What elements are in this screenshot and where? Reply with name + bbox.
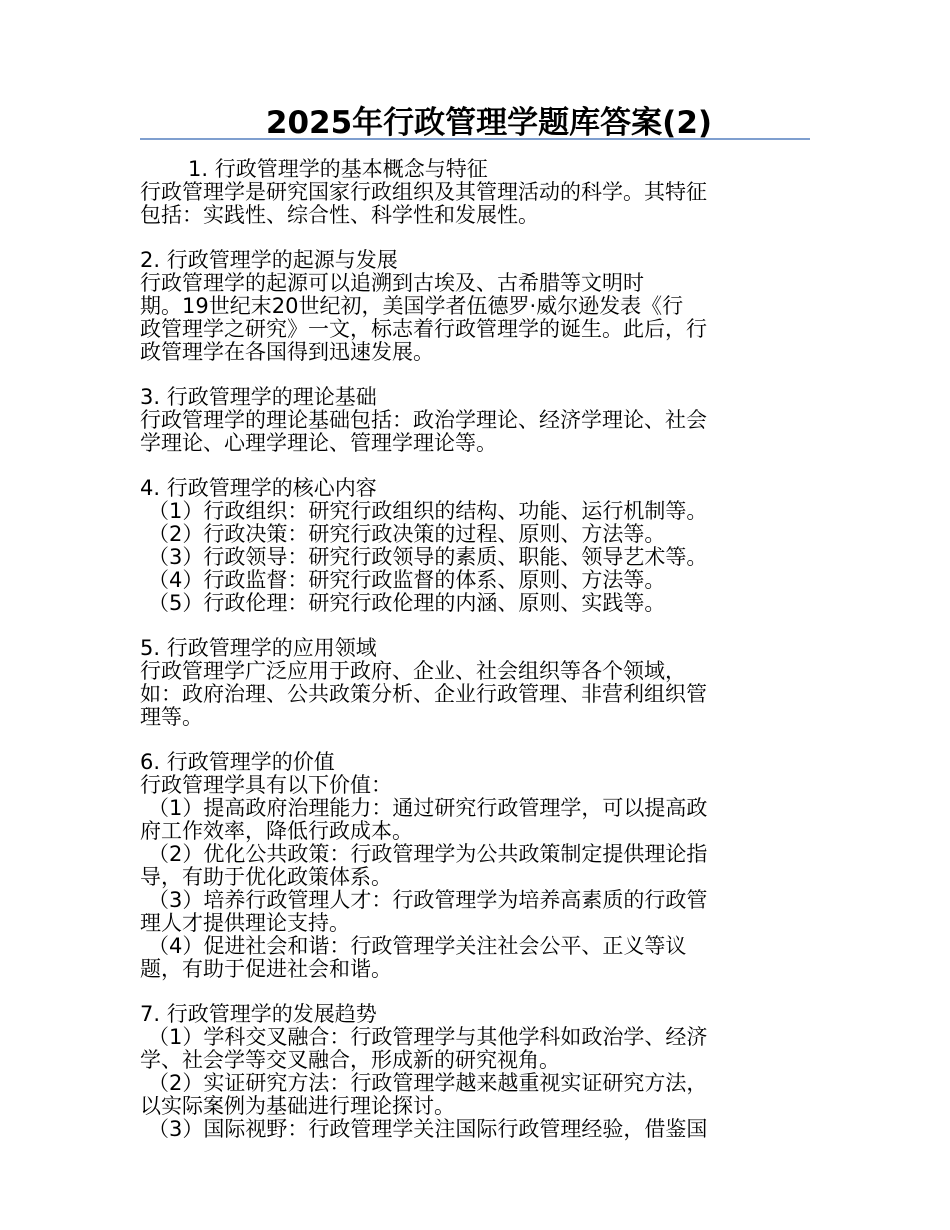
- document-title: 2025年行政管理学题库答案(2): [265, 105, 713, 141]
- list-item-continuation: 导，有助于优化政策体系。: [140, 865, 392, 889]
- section-intro: 行政管理学具有以下价值：: [140, 773, 392, 797]
- list-item-continuation: 理人才提供理论支持。: [140, 911, 350, 935]
- section-5: [140, 637, 812, 729]
- document-body: [140, 158, 812, 1163]
- list-item: （2）行政决策：研究行政决策的过程、原则、方法等。: [148, 522, 666, 546]
- paragraph-line: 理等。: [140, 705, 203, 729]
- paragraph-line: 包括：实践性、综合性、科学性和发展性。: [140, 203, 539, 227]
- list-item: （3）国际视野：行政管理学关注国际行政管理经验，借鉴国: [148, 1117, 708, 1141]
- list-item: （1）提高政府治理能力：通过研究行政管理学，可以提高政: [148, 796, 708, 820]
- paragraph-line: 行政管理学是研究国家行政组织及其管理活动的科学。其特征: [140, 180, 707, 204]
- paragraph-line: 行政管理学广泛应用于政府、企业、社会组织等各个领域，: [140, 659, 686, 683]
- list-item-continuation: 府工作效率，降低行政成本。: [140, 819, 413, 843]
- section-3: [140, 386, 812, 455]
- title-underline: [140, 138, 810, 140]
- section-heading: 5. 行政管理学的应用领域: [140, 636, 377, 660]
- list-item: （1）行政组织：研究行政组织的结构、功能、运行机制等。: [148, 499, 708, 523]
- list-item: （4）促进社会和谐：行政管理学关注社会公平、正义等议: [148, 934, 687, 958]
- list-item: （3）培养行政管理人才：行政管理学为培养高素质的行政管: [148, 888, 708, 912]
- list-item: （5）行政伦理：研究行政伦理的内涵、原则、实践等。: [148, 591, 666, 615]
- paragraph-line: 政管理学在各国得到迅速发展。: [140, 340, 434, 364]
- paragraph-line: 如：政府治理、公共政策分析、企业行政管理、非营利组织管: [140, 682, 707, 706]
- list-item: （4）行政监督：研究行政监督的体系、原则、方法等。: [148, 568, 666, 592]
- paragraph-line: 行政管理学的起源可以追溯到古埃及、古希腊等文明时: [140, 271, 644, 295]
- section-heading: 6. 行政管理学的价值: [140, 750, 335, 774]
- list-item-continuation: 题，有助于促进社会和谐。: [140, 957, 392, 981]
- list-item: （2）实证研究方法：行政管理学越来越重视实证研究方法，: [148, 1071, 708, 1095]
- section-heading: 3. 行政管理学的理论基础: [140, 385, 377, 409]
- section-heading: 1. 行政管理学的基本概念与特征: [188, 157, 488, 181]
- list-item: （3）行政领导：研究行政领导的素质、职能、领导艺术等。: [148, 545, 708, 569]
- section-heading: 2. 行政管理学的起源与发展: [140, 248, 398, 272]
- section-6: [140, 751, 812, 981]
- paragraph-line: 学理论、心理学理论、管理学理论等。: [140, 431, 497, 455]
- list-item: （2）优化公共政策：行政管理学为公共政策制定提供理论指: [148, 842, 708, 866]
- paragraph-line: 行政管理学的理论基础包括：政治学理论、经济学理论、社会: [140, 408, 707, 432]
- section-4: [140, 477, 812, 615]
- section-heading: 7. 行政管理学的发展趋势: [140, 1002, 377, 1026]
- section-1: [140, 158, 812, 227]
- paragraph-line: 期。19世纪末20世纪初，美国学者伍德罗·威尔逊发表《行: [140, 294, 684, 318]
- list-item: （1）学科交叉融合：行政管理学与其他学科如政治学、经济: [148, 1025, 708, 1049]
- section-heading: 4. 行政管理学的核心内容: [140, 476, 377, 500]
- list-item-continuation: 以实际案例为基础进行理论探讨。: [140, 1094, 455, 1118]
- paragraph-line: 政管理学之研究》一文，标志着行政管理学的诞生。此后，行: [140, 317, 707, 341]
- list-item-continuation: 学、社会学等交叉融合，形成新的研究视角。: [140, 1048, 560, 1072]
- section-2: [140, 249, 812, 364]
- section-7: [140, 1003, 812, 1141]
